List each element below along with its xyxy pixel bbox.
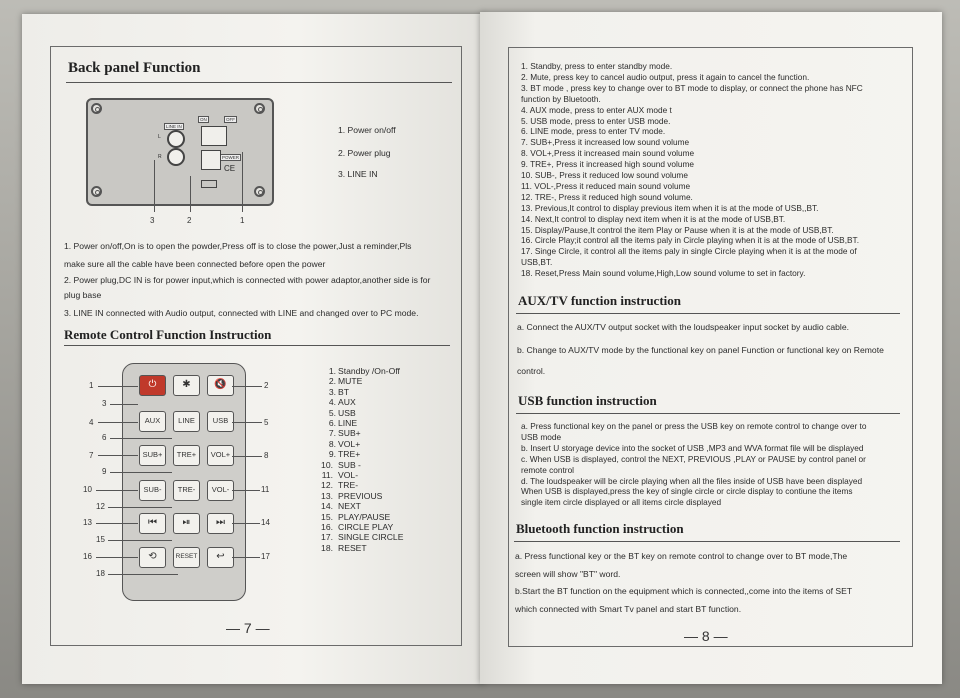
remote-callout: 5 [264,418,269,427]
title-rule [516,413,900,414]
remote-callout: 15 [96,535,105,544]
aux-text: b. Change to AUX/TV mode by the functional key on panel Function or functional key on Remote [517,345,884,355]
title-rule [64,345,450,346]
leader-line [232,386,262,387]
remote-legend-number: 16. [321,522,333,532]
usb-text-line: remote control [521,464,575,475]
leader-line [96,523,138,524]
bt-text: b.Start the BT function on the equipment which is connected,,come into the items of SET [515,586,853,596]
callout-number: 3 [150,216,155,225]
power-switch [201,126,227,146]
leader-line [110,438,172,439]
remote-legend-item: VOL- [338,470,359,480]
remote-callout: 18 [96,569,105,578]
usb-text-line: b. Insert U storyage device into the socket of USB ,MP3 and WVA format file will be displayed [521,442,864,453]
bt-key [173,375,200,396]
remote-callout: 2 [264,381,269,390]
bt-text: screen will show "BT" word. [515,569,621,579]
bt-title: Bluetooth function instruction [516,521,684,536]
leader-line [232,523,260,524]
bt-text: which connected with Smart Tv panel and start BT function. [515,604,742,614]
panel-legend-item: 2. Power plug [338,148,391,158]
play-pause-icon: ⏯ [182,517,191,528]
panel-description: make sure all the cable have been connected before open the power [64,259,326,269]
usb-title: USB function instruction [518,393,657,408]
screw-icon [91,103,102,114]
remote-legend-number: 1. [328,366,336,376]
function-item: 9. TRE+, Press it increased high sound volume [521,159,695,170]
repeat-icon: ⟲ [148,551,157,562]
bluetooth-icon: ✱ [182,379,191,390]
remote-legend-number: 8. [328,438,336,449]
leader-line [108,574,178,575]
function-item: function by Bluetooth. [521,93,601,104]
remote-callout: 6 [102,433,107,442]
remote-legend-number: 5. [328,407,336,418]
leader-line [232,557,260,558]
remote-callout: 12 [96,502,105,511]
panel-legend-item: 1. Power on/off [338,125,396,135]
callout-line-1 [242,152,243,212]
remote-callout: 4 [89,418,94,427]
bt-text: a. Press functional key or the BT key on remote control to change over to BT mode,The [515,551,848,561]
function-item: 16. Circle Play;it control all the items paly in Circle playing when it is at the mode of USB,BT. [521,235,860,246]
function-item: 6. LINE mode, press to enter TV mode. [521,126,666,137]
remote-legend-number: 14. [321,501,333,512]
tre-plus-key: TRE+ [173,445,200,466]
remote-legend-number: 15. [321,511,333,522]
function-item: 8. VOL+,Press it increased main sound volume [521,148,695,159]
leader-line [96,490,138,491]
remote-callout: 8 [264,451,269,460]
remote-legend-item: PREVIOUS [338,490,383,501]
power-key [139,375,166,396]
remote-legend-item: Standby /On-Off [338,366,400,376]
usb-text-line: d. The loudspeaker will be circle playing when all the files inside of USB have been displayed [521,475,863,486]
function-item: 12. TRE-, Press it reduced high sound volume. [521,191,693,202]
leader-line [232,490,260,491]
circle-play-key [139,547,166,568]
screw-icon [254,103,265,114]
remote-legend-number: 2. [328,376,336,387]
callout-number: 1 [240,216,245,225]
play-pause-key [173,513,200,534]
remote-callout: 3 [102,399,107,408]
function-item: 10. SUB-, Press it reduced low sound volume [521,170,688,180]
panel-description: 3. LINE IN connected with Audio output, connected with LINE and changed over to PC mode. [64,308,419,318]
usb-text-line: c. When USB is displayed, control the NEXT, PREVIOUS ,PLAY or PAUSE by control panel or [521,453,866,464]
leader-line [108,540,172,541]
next-key [207,513,234,534]
remote-legend-number: 13. [321,490,333,501]
function-item: 1. Standby, press to enter standby mode. [521,61,673,71]
remote-legend-number: 3. [328,386,336,397]
remote-legend-item: SUB+ [338,428,361,439]
remote-legend-item: USB [338,407,356,418]
off-label: OFF [226,117,235,122]
function-item: 5. USB mode, press to enter USB mode. [521,115,671,126]
remote-legend-item: LINE [338,418,358,428]
callout-line-3 [154,160,155,212]
leader-line [232,456,262,457]
power-plug-socket [201,150,221,170]
mute-icon: 🔇 [214,379,227,390]
aux-title: AUX/TV function instruction [518,293,682,308]
repeat-one-icon: ↩ [216,551,225,562]
remote-callout: 1 [89,381,94,390]
line-in-label: LINE IN [166,124,182,129]
function-item: 18. Reset,Press Main sound volume,High,Low sound volume to set in factory. [521,268,806,279]
remote-legend-number: 12. [321,480,333,491]
function-item: 2. Mute, press key to cancel audio output, press it again to cancel the function. [521,71,810,82]
leader-line [98,455,138,456]
next-icon: ⏭ [216,517,225,528]
remote-legend-item: PLAY/PAUSE [338,511,391,522]
sub-plus-key: SUB+ [139,445,166,466]
remote-callout: 17 [261,552,270,561]
ce-mark: CE [224,164,236,173]
back-panel-title: Back panel Function [68,60,201,76]
remote-legend-number: 18. [321,542,333,553]
remote-legend-number: 17. [321,532,333,543]
remote-legend-item: NEXT [338,501,361,512]
previous-icon: ⏮ [148,517,157,528]
panel-description: 1. Power on/off,On is to open the powder,Press off is to close the power,Just a reminder,Pls [64,241,412,251]
remote-diagram [122,363,246,601]
line-key: LINE [173,411,200,432]
reset-key: RESET [173,547,200,568]
usb-key: USB [207,411,234,432]
remote-legend-item: SUB - [338,459,361,470]
title-rule [516,313,900,314]
previous-key [139,513,166,534]
function-item: 14. Next,It control to display next item when it is at the mode of USB,BT. [521,213,786,224]
page-number-left: — 7 — [226,620,270,636]
remote-legend-number: 4. [328,397,336,408]
function-item: 11. VOL-,Press it reduced main sound volume [521,180,691,191]
remote-legend-item: TRE+ [338,449,361,460]
aux-text: a. Connect the AUX/TV output socket with the loudspeaker input socket by audio cable. [517,322,850,332]
usb-text-line: single item circle displayed or all items circle displayed [521,497,722,508]
panel-legend-item: 3. LINE IN [338,169,378,179]
screw-icon [254,186,265,197]
remote-legend-item: MUTE [338,376,363,387]
function-item: 15. Display/Pause,It control the item Play or Pause when it is at the mode of USB,BT. [521,224,834,235]
title-rule [514,541,900,542]
remote-legend-item: AUX [338,397,356,408]
mute-key [207,375,234,396]
power-icon: ⏻ [148,379,157,390]
remote-legend-number: 6. [328,418,336,428]
remote-callout: 7 [89,451,94,460]
leader-line [110,472,172,473]
leader-line [232,422,262,423]
remote-legend-item: TRE- [338,480,359,491]
title-rule [66,82,452,83]
vol-plus-key: VOL+ [207,445,234,466]
single-circle-key [207,547,234,568]
leader-line [98,422,138,423]
callout-number: 2 [187,216,192,225]
remote-callout: 13 [83,518,92,527]
recycle-icon [201,180,217,188]
vol-minus-key: VOL- [207,480,234,501]
remote-legend-item: BT [338,386,349,397]
leader-line [108,507,172,508]
function-item: 17. Singe Circle, it control all the items paly in single Circle playing when it is at the mode of [521,246,857,257]
panel-description: plug base [64,290,102,300]
aux-text: control. [517,366,546,376]
remote-title: Remote Control Function Instruction [64,327,272,342]
remote-callout: 16 [83,552,92,561]
usb-text-line: a. Press functional key on the panel or press the USB key on remote control to change over to [521,421,867,431]
usb-text-line: USB mode [521,431,562,442]
leader-line [96,557,138,558]
tre-minus-key: TRE- [173,480,200,501]
function-item: 3. BT mode , press key to change over to BT mode to display, or connect the phone has NFC [521,82,863,93]
page-number-right: — 8 — [684,628,728,644]
leader-line [98,386,138,387]
remote-legend-number: 9. [328,449,336,460]
function-item: 13. Previous,It control to display previous item when it is at the mode of USB,,BT. [521,202,819,213]
function-item: 7. SUB+,Press it increased low sound volume [521,137,690,148]
l-label: L [158,134,161,140]
remote-callout: 11 [261,485,270,494]
remote-legend-item: CIRCLE PLAY [338,522,394,532]
remote-callout: 10 [83,485,92,494]
power-label: POWER [222,155,240,160]
panel-description: 2. Power plug,DC IN is for power input,which is connected with power adaptor,another side is for [64,275,431,285]
leader-line [110,404,138,405]
function-item: USB,BT. [521,257,553,268]
function-item: 4. AUX mode, press to enter AUX mode t [521,104,672,115]
remote-legend-number: 7. [328,428,336,439]
remote-callout: 9 [102,467,107,476]
sub-minus-key: SUB- [139,480,166,501]
aux-key: AUX [139,411,166,432]
usb-text-line: When USB is displayed,press the key of single circle or circle display to contiune the items [521,486,853,497]
screw-icon [91,186,102,197]
r-label: R [158,154,162,160]
remote-legend-item: VOL+ [338,438,361,449]
line-in-jack-left [167,130,185,148]
remote-legend-number: 11. [321,470,333,480]
callout-line-2 [190,176,191,212]
back-panel-diagram [86,98,274,206]
remote-callout: 14 [261,518,270,527]
remote-legend-number: 10. [321,459,333,470]
remote-legend-item: SINGLE CIRCLE [338,532,404,543]
remote-legend-item: RESET [338,542,367,553]
on-label: ON [200,117,207,122]
line-in-jack-right [167,148,185,166]
